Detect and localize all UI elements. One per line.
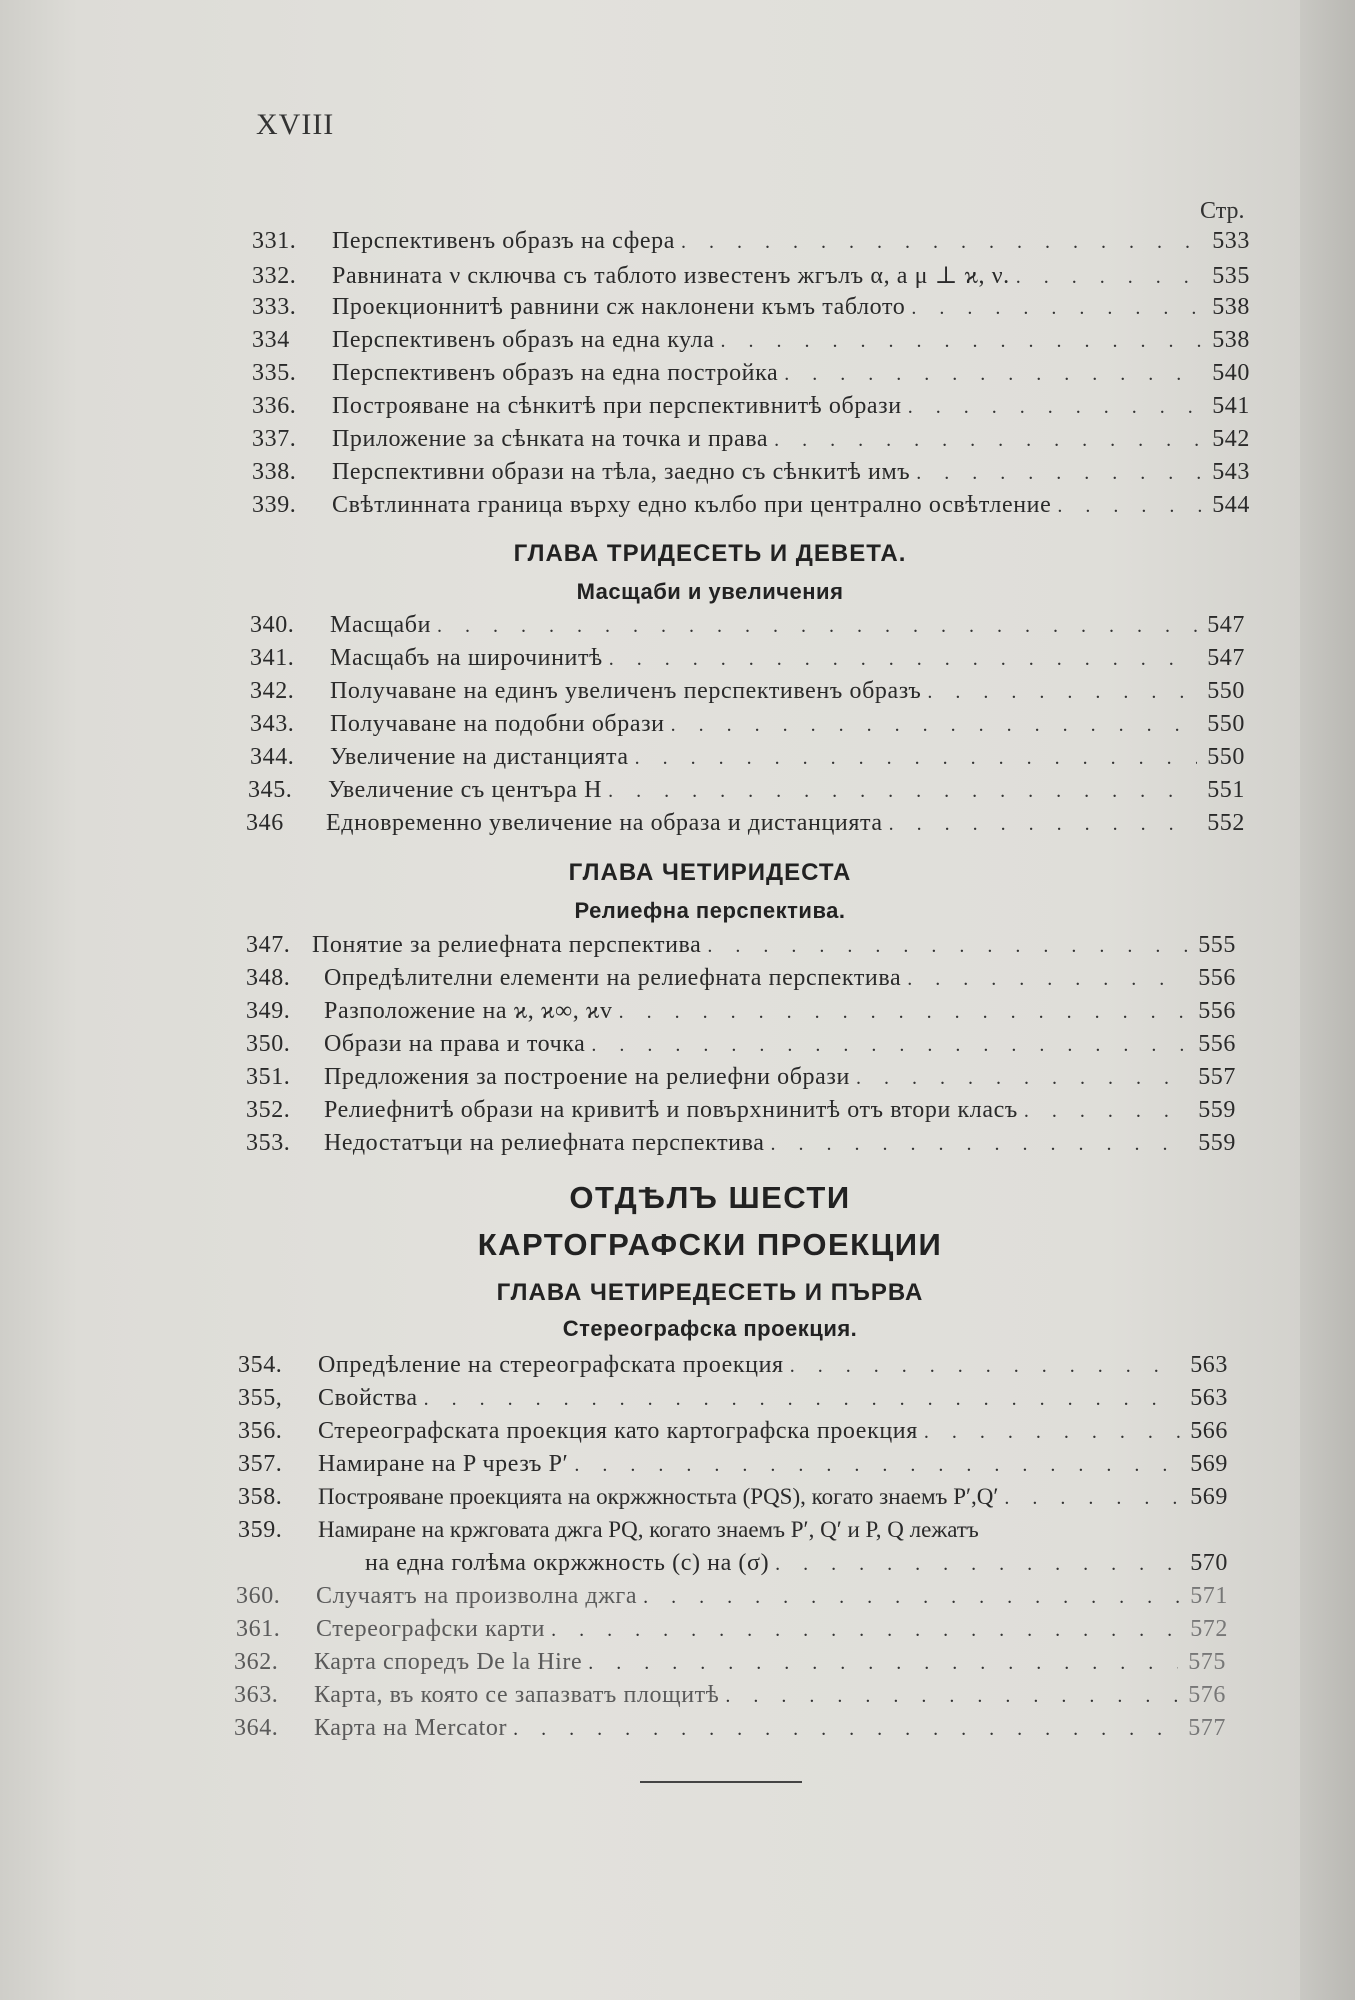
toc-entry: 351. Предложения за построение на релиефни образи . . . 557 xyxy=(246,1064,1236,1096)
toc-entry: 347. Понятие за релиефната перспектива . . . 555 xyxy=(246,932,1236,964)
chapter-subheading: Масщаби и увеличения xyxy=(576,579,844,604)
page-edge xyxy=(1300,0,1355,2000)
toc-entry: 353. Недостатъци на релиефната перспектива . . . 559 xyxy=(246,1130,1236,1162)
toc-entry: 340. Масщаби . . . 547 xyxy=(250,612,1245,644)
toc-entry: 343. Получаване на подобни образи . . . 550 xyxy=(250,711,1245,743)
toc-entry: 346 Едновременно увеличение на образа и дистанцията . . . 552 xyxy=(246,810,1245,842)
toc-entry: 341. Масщабъ на широчинитѣ . . . 547 xyxy=(250,645,1245,677)
toc-entry: 332. Равнината ν сключва съ таблото известенъ жгълъ α, a μ ⊥ ϰ, ν. . . . 535 xyxy=(252,261,1250,293)
chapter-subheading: Стереографска проекция. xyxy=(562,1316,858,1341)
toc-entry: 334 Перспективенъ образъ на една кула . . . 538 xyxy=(252,327,1250,359)
toc-entry-continuation: на една голѣма окржжность (c) на (σ) . . . 570 xyxy=(365,1550,1228,1582)
toc-entry: 358. Построяване проекцията на окржжностьта (PQS), когато знаемъ P′,Q′ . . . 569 xyxy=(238,1484,1228,1516)
toc-entry: 337. Приложение за сѣнката на точка и права . . . 542 xyxy=(252,426,1250,458)
toc-entry: 336. Построяване на сѣнкитѣ при перспективнитѣ образи . . . 541 xyxy=(252,393,1250,425)
chapter-subheading: Релиефна перспектива. xyxy=(574,898,846,923)
toc-entry: 359. Намиране на кржговата джга PQ, когато знаемъ P′, Q′ и P, Q лежатъ xyxy=(238,1517,979,1543)
toc-entry: 339. Свѣтлинната граница върху едно кълбо при централно освѣтление . . . 544 xyxy=(252,492,1250,524)
toc-entry: 357. Намиране на P чрезъ P′ . . . 569 xyxy=(238,1451,1228,1483)
toc-entry: 362. Карта споредъ De la Hire . . . 575 xyxy=(234,1649,1226,1681)
toc-entry: 350. Образи на права и точка . . . 556 xyxy=(246,1031,1236,1063)
toc-entry: 364. Карта на Mercator . . . 577 xyxy=(234,1715,1226,1747)
part-heading: ОТДѢЛЪ ШЕСТИ xyxy=(569,1180,851,1215)
page-column-label: Стр. xyxy=(1200,198,1245,224)
toc-entry: 349. Разположение на ϰ, ϰ∞, ϰv . . . 556 xyxy=(246,998,1236,1030)
toc-entry: 352. Релиефнитѣ образи на кривитѣ и повърхнинитѣ отъ втори класъ . . . 559 xyxy=(246,1097,1236,1129)
page-roman-numeral: XVIII xyxy=(256,108,335,141)
toc-entry: 333. Проекционнитѣ равнини сж наклонени къмъ таблото . . . 538 xyxy=(252,294,1250,326)
toc-entry: 338. Перспективни образи на тѣла, заедно съ сѣнкитѣ имъ . . . 543 xyxy=(252,459,1250,491)
chapter-heading: ГЛАВА ТРИДЕСЕТЬ И ДЕВЕТА. xyxy=(513,540,907,567)
chapter-heading: ГЛАВА ЧЕТИРИДЕСТА xyxy=(568,859,852,886)
end-rule xyxy=(640,1781,802,1783)
toc-entry: 363. Карта, въ която се запазватъ площитѣ . . . 576 xyxy=(234,1682,1226,1714)
toc-entry: 348. Опредѣлителни елементи на релиефната перспектива . . . 556 xyxy=(246,965,1236,997)
toc-entry: 354. Опредѣление на стереографската проекция . . . 563 xyxy=(238,1352,1228,1384)
toc-entry: 345. Увеличение съ центъра H . . . 551 xyxy=(248,777,1245,809)
toc-entry: 335. Перспективенъ образъ на една постройка . . . 540 xyxy=(252,360,1250,392)
toc-entry: 342. Получаване на единъ увеличенъ перспективенъ образъ . . . 550 xyxy=(250,678,1245,710)
part-subheading: КАРТОГРАФСКИ ПРОЕКЦИИ xyxy=(477,1227,943,1262)
toc-entry: 356. Стереографската проекция като картографска проекция . . . 566 xyxy=(238,1418,1228,1450)
toc-entry: 355, Свойства . . . 563 xyxy=(238,1385,1228,1417)
toc-entry: 360. Случаятъ на произволна джга . . . 571 xyxy=(236,1583,1228,1615)
toc-entry: 361. Стереографски карти . . . 572 xyxy=(236,1616,1228,1648)
toc-entry: 331. Перспективенъ образъ на сфера . . . 533 xyxy=(252,228,1250,260)
chapter-heading: ГЛАВА ЧЕТИРЕДЕСЕТЬ И ПЪРВА xyxy=(496,1279,924,1306)
toc-entry: 344. Увеличение на дистанцията . . . 550 xyxy=(250,744,1245,776)
